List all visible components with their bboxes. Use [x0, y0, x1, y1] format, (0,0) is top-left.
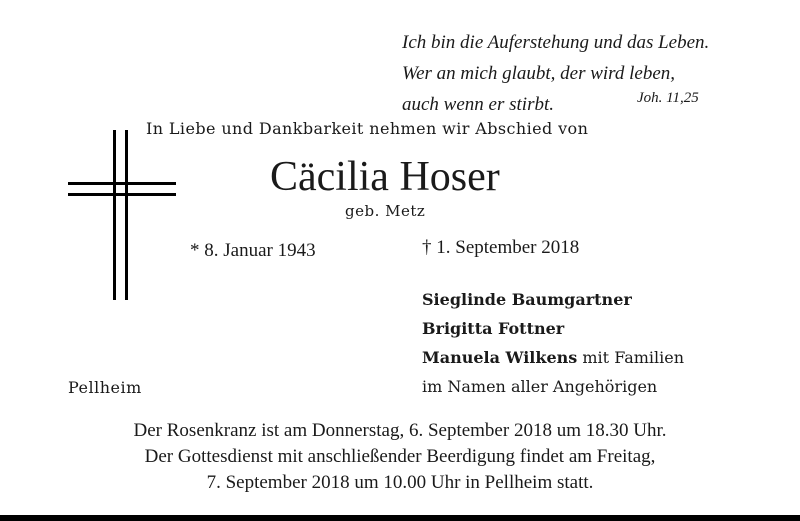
mourner-3-suffix: mit Familien	[577, 348, 685, 367]
service-notice-line-3	[0, 472, 800, 494]
death-date: † 1. September 2018	[422, 237, 580, 258]
mourners-closing: im Namen aller Angehörigen	[422, 377, 658, 396]
mourner-3	[422, 348, 684, 367]
service-notice-line-1-text: Der Rosenkranz ist am Donnerstag, 6. September 2018 um 18.30 Uhr.	[133, 420, 667, 441]
intro-text: In Liebe und Dankbarkeit nehmen wir Abschied von	[146, 119, 589, 138]
service-notice-line-2-text: Der Gottesdienst mit anschließender Beerdigung findet am Freitag,	[144, 446, 656, 467]
service-notice-line-3-text: 7. September 2018 um 10.00 Uhr in Pellheim statt.	[206, 472, 594, 493]
verse-line-3: auch wenn er stirbt.	[402, 94, 554, 115]
deceased-name: Cäcilia Hoser	[270, 154, 500, 200]
mourner-2	[422, 319, 564, 338]
maiden-name: geb. Metz	[345, 202, 426, 220]
place-name: Pellheim	[68, 378, 142, 397]
mourner-1	[422, 290, 632, 309]
birth-date: * 8. Januar 1943	[190, 240, 316, 261]
mourner-2-name: Brigitta Fottner	[422, 319, 565, 338]
verse-line-2: Wer an mich glaubt, der wird leben,	[402, 63, 676, 84]
service-notice-line-1	[0, 420, 800, 442]
cross-icon	[68, 130, 176, 300]
service-notice-line-2	[0, 446, 800, 468]
mourner-1-name: Sieglinde Baumgartner	[422, 290, 632, 309]
mourner-3-name: Manuela Wilkens	[422, 348, 578, 367]
verse-line-1: Ich bin die Auferstehung und das Leben.	[402, 32, 710, 53]
verse-reference: Joh. 11,25	[637, 90, 699, 106]
